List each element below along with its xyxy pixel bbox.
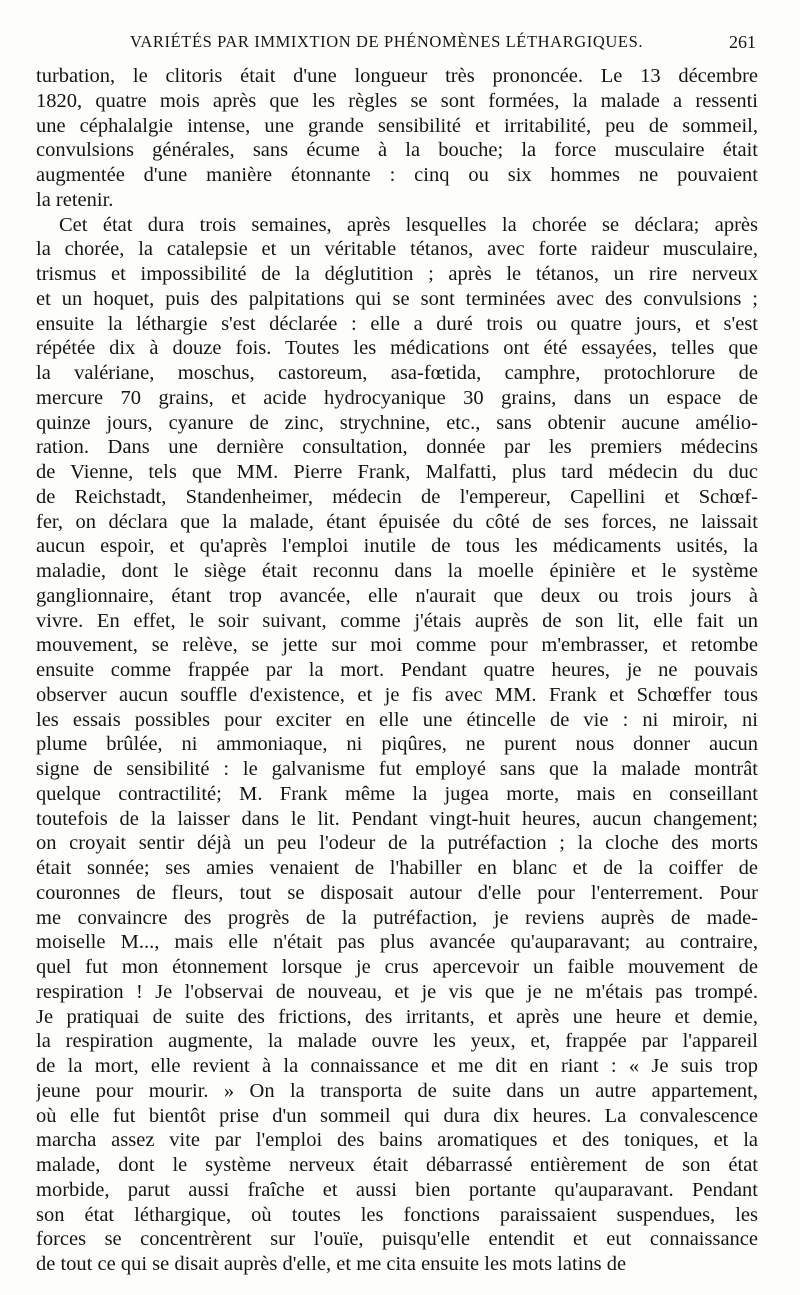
text-line: fer, on déclara que la malade, étant épuisée du côté de ses forces, ne laissait <box>36 510 758 533</box>
text-line: toutefois de la laisser dans le lit. Pendant vingt-huit heures, aucun changement; <box>36 807 758 830</box>
text-line: augmentée d'une manière étonnante : cinq ou six hommes ne pouvaient <box>36 164 758 186</box>
text-line: la valériane, moschus, castoreum, asa-fœtida, camphre, protochlorure de <box>36 362 758 384</box>
text-line: respiration ! Je l'observai de nouveau, et je vis que je ne m'étais pas trompé. <box>36 980 758 1003</box>
text-line: convulsions générales, sans écume à la bouche; la force musculaire était <box>36 139 758 162</box>
text-line: observer aucun souffle d'existence, et je fis avec MM. Frank et Schœffer tous <box>36 683 758 706</box>
paragraph <box>36 64 758 213</box>
text-line: quinze jours, cyanure de zinc, strychnine, etc., sans obtenir aucune amélio- <box>36 411 758 434</box>
text-line: me convaincre des progrès de la putréfaction, je reviens auprès de made- <box>36 906 758 929</box>
text-line: ensuite comme frappée par la mort. Pendant quatre heures, je ne pouvais <box>36 659 758 681</box>
text-line: trismus et impossibilité de la déglutition ; après le tétanos, un rire nerveux <box>36 263 758 285</box>
page-number: 261 <box>729 32 756 52</box>
text-line: maladie, dont le siège était reconnu dans la moelle épinière et le système <box>36 560 758 582</box>
text-line: plume brûlée, ni ammoniaque, ni piqûres, ne purent nous donner aucun <box>36 733 758 756</box>
running-title: VARIÉTÉS PAR IMMIXTION DE PHÉNOMÈNES LÉTHARGIQUES. <box>130 32 644 51</box>
text-line: de tout ce qui se disait auprès d'elle, et me cita ensuite les mots latins de <box>36 1253 627 1275</box>
text-line: signe de sensibilité : le galvanisme fut employé sans que la malade montrât <box>36 758 758 780</box>
text-line: quel fut mon étonnement lorsque je crus apercevoir un faible mouvement de <box>36 956 758 978</box>
text-line: où elle fut bientôt prise d'un sommeil qui dura dix heures. La convalescence <box>36 1104 758 1127</box>
text-line: aucun espoir, et qu'après l'emploi inutile de tous les médicaments usités, la <box>36 535 758 558</box>
text-line: ganglionnaire, étant trop avancée, elle n'aurait que deux ou trois jours à <box>36 584 758 607</box>
text-line: et un hoquet, puis des palpitations qui se sont terminées avec des convulsions ; <box>36 287 758 310</box>
text-line: forces se concentrèrent sur l'ouïe, puisqu'elle entendit et eut connaissance <box>36 1228 758 1251</box>
text-line: couronnes de fleurs, tout se disposait autour d'elle pour l'enterrement. Pour <box>36 881 758 904</box>
text-line: les essais possibles pour exciter en elle une étincelle de vie : ni miroir, ni <box>36 708 758 731</box>
text-line: une céphalalgie intense, une grande sensibilité et irritabilité, peu de sommeil, <box>36 114 758 137</box>
paragraph <box>36 213 758 1277</box>
text-line: ration. Dans une dernière consultation, donnée par les premiers médecins <box>36 436 758 459</box>
text-line: répétée dix à douze fois. Toutes les médications ont été essayées, telles que <box>36 337 758 360</box>
text-line: jeune pour mourir. » On la transporta de suite dans un autre appartement, <box>36 1079 758 1102</box>
text-line: quelque contractilité; M. Frank même la jugea morte, mais en conseillant <box>36 782 758 805</box>
text-line: de la mort, elle revient à la connaissance et me dit en riant : « Je suis trop <box>36 1055 758 1077</box>
text-line: était sonnée; ses amies venaient de l'habiller en blanc et de la coiffer de <box>36 857 758 879</box>
text-line: 1820, quatre mois après que les règles se sont formées, la malade a ressenti <box>36 89 758 112</box>
text-line: mouvement, se relève, se jette sur moi comme pour m'embrasser, et retombe <box>36 634 758 657</box>
text-line: mercure 70 grains, et acide hydrocyanique 30 grains, dans un espace de <box>36 386 758 409</box>
text-line: moiselle M..., mais elle n'était pas plus avancée qu'auparavant; au contraire, <box>36 931 758 954</box>
text-line: marcha assez vite par l'emploi des bains aromatiques et des toniques, et la <box>36 1129 758 1152</box>
text-line: Cet état dura trois semaines, après lesquelles la chorée se déclara; après <box>59 213 758 236</box>
body-text <box>36 64 758 1277</box>
text-line: de Vienne, tels que MM. Pierre Frank, Malfatti, plus tard médecin du duc <box>36 461 758 483</box>
text-line: vivre. En effet, le soir suivant, comme j'étais auprès de son lit, elle fait un <box>36 609 758 632</box>
running-header <box>38 32 756 54</box>
text-line: malade, dont le système nerveux était débarrassé entièrement de son état <box>36 1154 758 1176</box>
text-line: ensuite la léthargie s'est déclarée : elle a duré trois ou quatre jours, et s'est <box>36 312 758 335</box>
text-line: la retenir. <box>36 188 114 211</box>
text-line: turbation, le clitoris était d'une longueur très prononcée. Le 13 décembre <box>36 65 758 87</box>
text-line: morbide, parut aussi fraîche et aussi bien portante qu'auparavant. Pendant <box>36 1178 758 1201</box>
text-line: on croyait sentir déjà un peu l'odeur de la putréfaction ; la cloche des morts <box>36 832 758 855</box>
text-line: de Reichstadt, Standenheimer, médecin de l'empereur, Capellini et Schœf- <box>36 485 758 508</box>
text-line: la respiration augmente, la malade ouvre les yeux, et, frappée par l'appareil <box>36 1030 758 1053</box>
text-line: la chorée, la catalepsie et un véritable tétanos, avec forte raideur musculaire, <box>36 238 758 261</box>
text-line: Je pratiquai de suite des frictions, des irritants, et après une heure et demie, <box>36 1005 758 1028</box>
text-line: son état léthargique, où toutes les fonctions paraissaient suspendues, les <box>36 1203 758 1226</box>
